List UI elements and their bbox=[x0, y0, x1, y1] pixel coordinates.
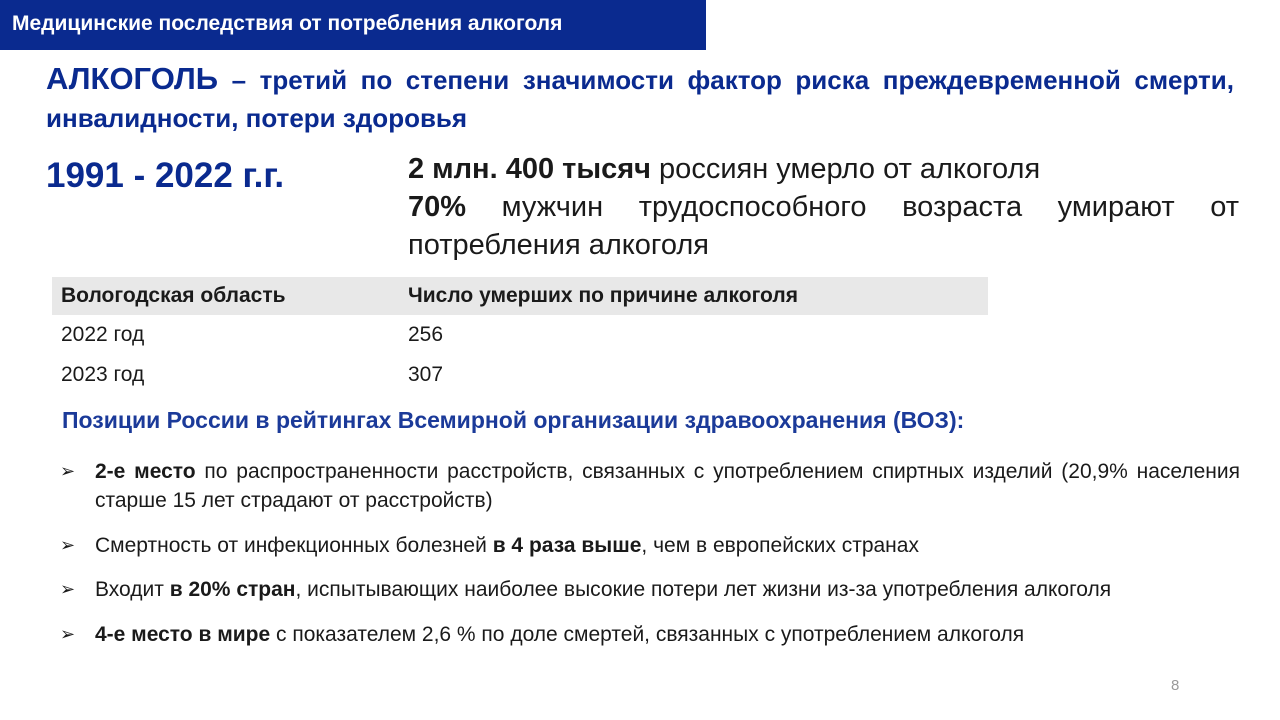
slide-header-title: Медицинские последствия от потребления алкоголя bbox=[12, 12, 563, 35]
rankings-list bbox=[60, 457, 1240, 649]
list-item-bold: в 20% стран bbox=[169, 578, 296, 601]
table-header-region: Вологодская область bbox=[52, 277, 399, 315]
list-item-pre: Входит bbox=[95, 578, 170, 601]
list-item-text: по распространенности расстройств, связанных с употреблением спиртных изделий (20,9% населения старше 15 лет страдают от расстройств) bbox=[95, 460, 1240, 512]
table-header-deaths: Число умерших по причине алкоголя bbox=[399, 277, 988, 315]
list-item-bold: в 4 раза выше bbox=[492, 534, 642, 557]
table-header-row bbox=[52, 277, 988, 315]
arrow-bullet-icon: ➢ bbox=[60, 535, 76, 555]
table-cell-deaths: 256 bbox=[408, 323, 444, 346]
fact-men-text: мужчин трудоспособного возраста умирают от потребления алкоголя bbox=[408, 191, 1239, 261]
facts-block bbox=[408, 150, 1239, 264]
list-item-bold: 4-е место в мире bbox=[95, 623, 271, 646]
list-item-pre: Смертность от инфекционных болезней bbox=[95, 534, 493, 557]
page-number: 8 bbox=[1171, 677, 1180, 694]
list-item-bold: 2-е место bbox=[95, 460, 196, 483]
table-cell-year: 2023 год bbox=[61, 363, 145, 386]
list-item bbox=[60, 531, 1240, 560]
table-cell-year: 2022 год bbox=[61, 323, 145, 346]
list-item bbox=[60, 620, 1240, 649]
table-cell-deaths: 307 bbox=[408, 363, 444, 386]
main-title-keyword: АЛКОГОЛЬ bbox=[46, 61, 219, 96]
arrow-bullet-icon: ➢ bbox=[60, 579, 76, 599]
list-item-text: , чем в европейских странах bbox=[641, 534, 919, 557]
slide-header bbox=[0, 0, 706, 50]
fact-deaths bbox=[408, 150, 1239, 188]
fact-men-percent: 70% bbox=[408, 191, 467, 223]
arrow-bullet-icon: ➢ bbox=[60, 461, 76, 481]
arrow-bullet-icon: ➢ bbox=[60, 624, 76, 644]
fact-deaths-number: 2 млн. 400 тысяч bbox=[408, 153, 651, 185]
list-item-text: , испытывающих наиболее высокие потери лет жизни из-за употребления алкоголя bbox=[295, 578, 1112, 601]
deaths-table bbox=[52, 277, 988, 395]
table-row bbox=[52, 355, 988, 395]
fact-men bbox=[408, 188, 1239, 264]
fact-deaths-text: россиян умерло от алкоголя bbox=[651, 153, 1041, 185]
rankings-heading: Позиции России в рейтингах Всемирной организации здравоохранения (ВОЗ): bbox=[62, 407, 965, 433]
main-title-rest: – третий по степени значимости фактор риска преждевременной смерти, инвалидности, потери здоровья bbox=[46, 65, 1234, 133]
list-item-text: с показателем 2,6 % по доле смертей, связанных с употреблением алкоголя bbox=[270, 623, 1025, 646]
main-title bbox=[46, 60, 1234, 137]
list-item bbox=[60, 457, 1240, 515]
list-item bbox=[60, 575, 1240, 604]
period-label: 1991 - 2022 г.г. bbox=[46, 156, 285, 195]
table-row bbox=[52, 315, 988, 355]
